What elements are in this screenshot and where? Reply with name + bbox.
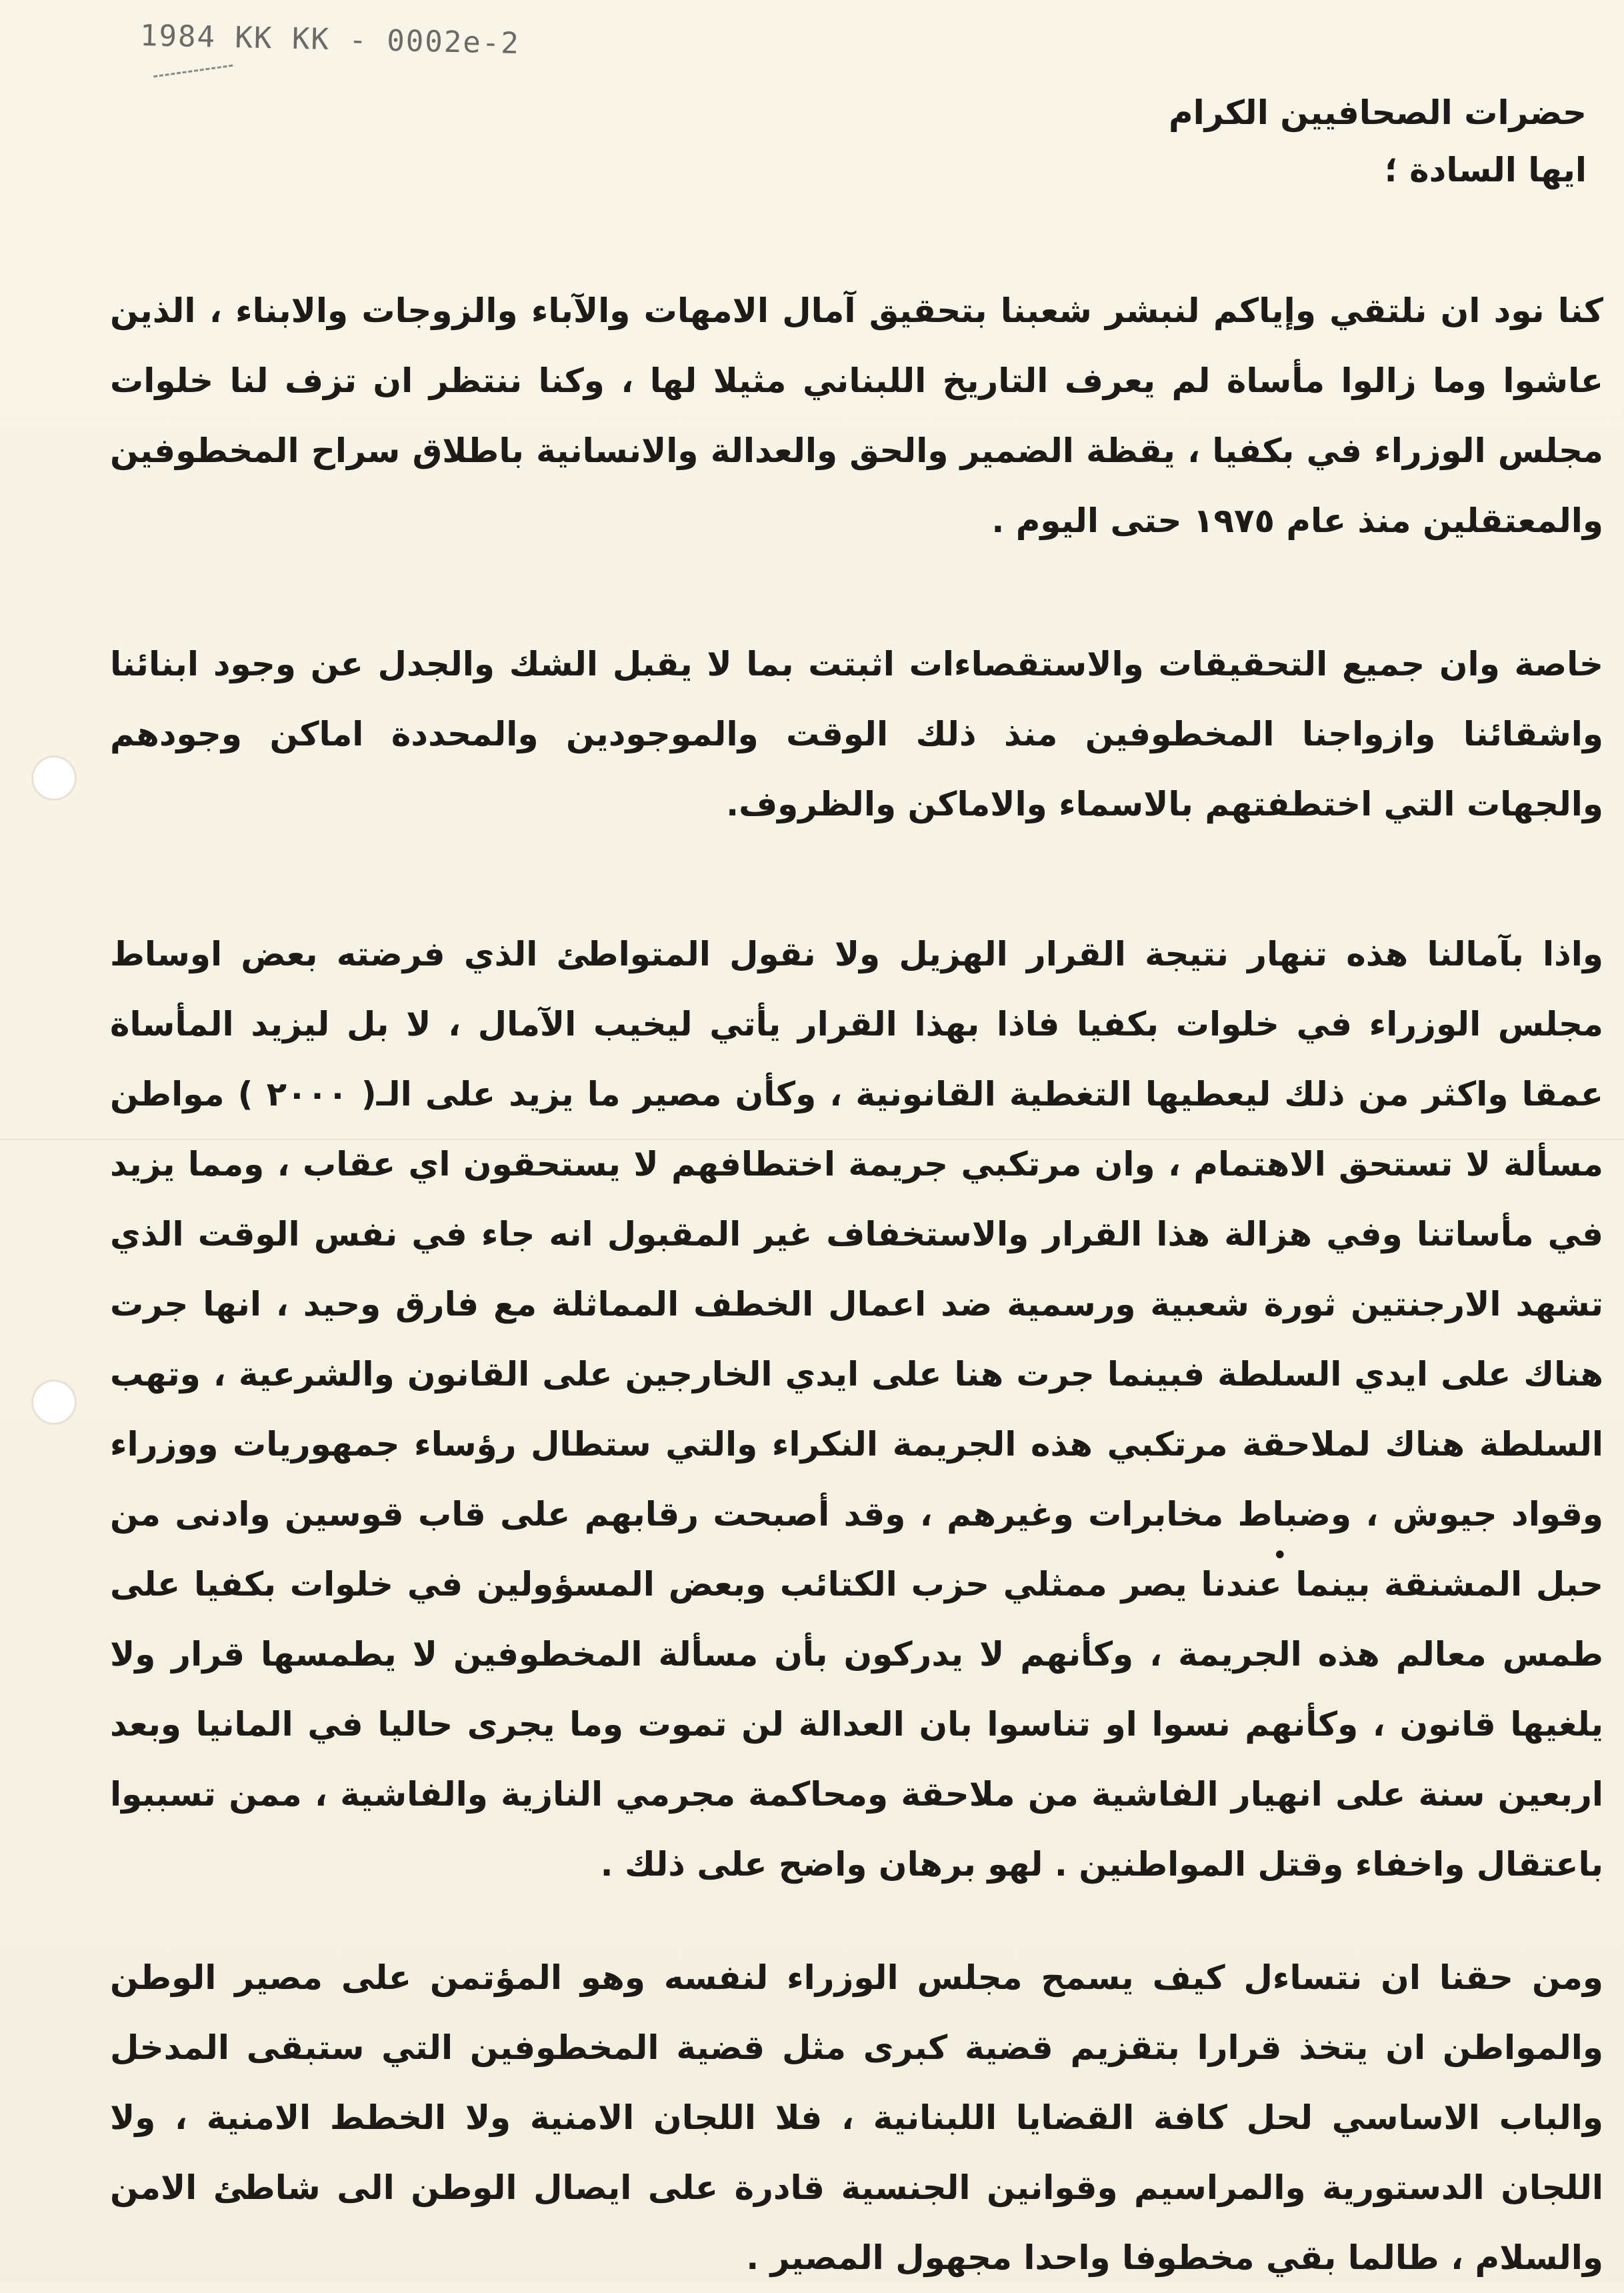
archive-reference-number: 1984 KK KK - 0002e-2 (139, 19, 521, 61)
separator-dot: • (1272, 1540, 1288, 1571)
punch-hole (32, 1380, 76, 1424)
archive-pencil-mark (153, 65, 233, 81)
paragraph: خاصة وان جميع التحقيقات والاستقصاءات اثبتت بما لا يقبل الشك والجدل عن وجود ابنائنا واشقائنا وازواجنا المخطوفين منذ ذلك الوقت والموجودين والمحددة اماكن وجودهم والجهات التي اختطفتهم بالاسماء والاماكن والظروف. (110, 645, 1603, 823)
paragraph: واذا بآمالنا هذه تنهار نتيجة القرار الهزيل ولا نقول المتواطئ الذي فرضته بعض اوساط مجلس الوزراء في خلوات بكفيا فاذا بهذا القرار يأتي ليخيب الآمال ، لا بل ليزيد المأساة عمقا واكثر من ذلك ليعطيها التغطية القانونية ، وكأن مصير ما يزيد على الـ( ٢٠٠٠ ) مواطن مسألة لا تستحق الاهتمام ، وان مرتكبي جريمة اختطافهم لا يستحقون اي عقاب ، ومما يزيد في مأساتنا وفي هزالة هذا القرار والاستخفاف غير المقبول انه جاء في نفس الوقت الذي تشهد الارجنتين ثورة شعبية ورسمية ضد اعمال الخطف المماثلة مع فارق وحيد ، انها جرت هناك على ايدي السلطة فبينما جرت هنا على ايدي الخارجين على القانون والشرعية ، وتهب السلطة هناك لملاحقة مرتكبي هذه الجريمة النكراء والتي ستطال رؤساء جمهوريات ووزراء وقواد جيوش ، وضباط مخابرات وغيرهم ، وقد أصبحت رقابهم على قاب قوسين وادنى من حبل المشنقة بينما عندنا يصر ممثلي حزب الكتائب وبعض المسؤولين في خلوات بكفيا على طمس معالم هذه الجريمة ، وكأنهم لا يدركون بأن مسألة المخطوفين لا يطمسها قرار ولا يلغيها قانون ، وكأنهم نسوا او تناسوا بان العدالة لن تموت وما يجرى حاليا في المانيا وبعد اربعين سنة على انهيار الفاشية من ملاحقة ومحاكمة مجرمي النازية والفاشية ، ممن تسببوا باعتقال واخفاء وقتل المواطنين . لهو برهان واضح على ذلك . (110, 935, 1603, 1884)
salutation: حضرات الصحافيين الكرام (1168, 93, 1587, 132)
paragraph: ومن حقنا ان نتساءل كيف يسمح مجلس الوزراء لنفسه وهو المؤتمن على مصير الوطن والمواطن ان يتخذ قرارا بتقزيم قضية كبرى مثل قضية المخطوفين التي ستبقى المدخل والباب الاساسي لحل كافة القضايا اللبنانية ، فلا اللجان الامنية ولا الخطط الامنية ، ولا اللجان الدستورية والمراسيم وقوانين الجنسية قادرة على ايصال الوطن الى شاطئ الامن والسلام ، طالما بقي مخطوفا واحدا مجهول المصير . (110, 1958, 1603, 2277)
punch-hole (32, 756, 76, 800)
paragraph: كنا نود ان نلتقي وإياكم لنبشر شعبنا بتحقيق آمال الامهات والآباء والزوجات والابناء ، الذين عاشوا وما زالوا مأساة لم يعرف التاريخ اللبناني مثيلا لها ، وكنا ننتظر ان تزف لنا خلوات مجلس الوزراء في بكفيا ، يقظة الضمير والحق والعدالة والانسانية باطلاق سراح المخطوفين والمعتقلين منذ عام ١٩٧٥ حتى اليوم . (110, 291, 1603, 540)
letter-body (110, 93, 1603, 2293)
address-line: ايها السادة ؛ (1384, 151, 1587, 189)
